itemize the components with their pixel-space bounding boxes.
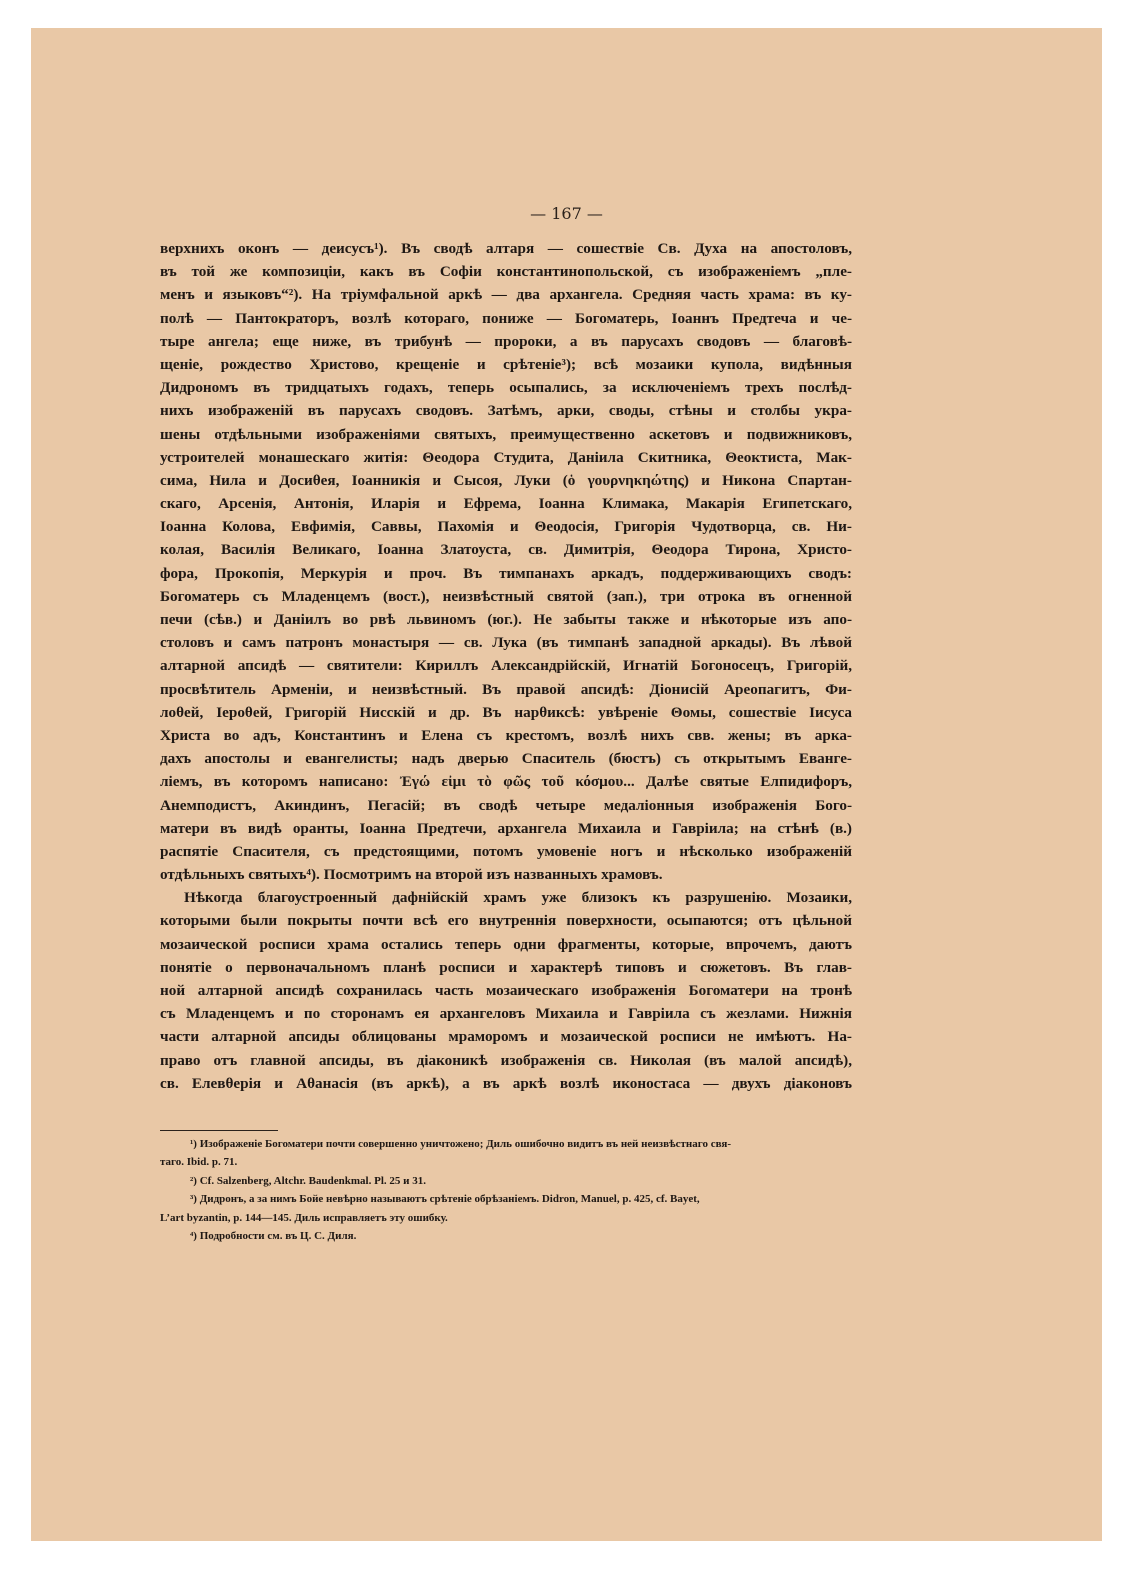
text-line: право отъ главной апсиды, въ діаконикѣ изображенія св. Николая (въ малой апсидѣ), xyxy=(160,1051,852,1069)
text-line: Іоанна Колова, Евфимія, Саввы, Пахомія и Θеодосія, Григорія Чудотворца, св. Ни- xyxy=(160,518,852,536)
text-line: отдѣльныхъ святыхъ⁴). Посмотримъ на второй изъ названныхъ храмовъ. xyxy=(160,866,663,884)
text-line: Христа во адъ, Константинъ и Елена съ крестомъ, возлѣ нихъ свв. жены; въ арка- xyxy=(160,726,852,744)
text-line: полѣ — Пантократоръ, возлѣ котораго, пониже — Богоматерь, Іоаннъ Предтеча и че- xyxy=(160,309,852,327)
text-line: ліемъ, въ которомъ написано: Ἐγώ εἰμι τὸ φῶς τοῦ κόσμου... Далѣе святые Елпидифоръ, xyxy=(160,773,852,791)
text-line: устроителей монашескаго житія: Θеодора Студита, Даніила Скитника, Θеоктиста, Мак- xyxy=(160,448,852,466)
text-line: менъ и языковъ“²). На тріумфальной аркѣ — два архангела. Средняя часть храма: въ ку- xyxy=(160,286,852,304)
footnote-line: ¹) Изображеніе Богоматери почти совершенно уничтожено; Диль ошибочно видитъ въ ней неизвѣстнаго свя- xyxy=(190,1138,732,1150)
text-line: мозаической росписи храма остались теперь одни фрагменты, которые, впрочемъ, даютъ xyxy=(160,935,852,953)
text-line: лоθей, Іероθей, Григорій Нисскій и др. Въ нарθиксѣ: увѣреніе Θомы, сошествіе Іисуса xyxy=(160,703,852,721)
paragraph-1 xyxy=(160,237,852,886)
text-line: колая, Василія Великаго, Іоанна Златоуста, св. Димитрія, Θеодора Тирона, Христо- xyxy=(160,541,852,559)
footnote-line: таго. Ibid. p. 71. xyxy=(160,1156,238,1169)
body-text xyxy=(160,237,852,1095)
text-line: ной алтарной апсидѣ сохранилась часть мозаическаго изображенія Богоматери на тронѣ xyxy=(160,982,852,999)
text-line: матери въ видѣ оранты, Іоанна Предтечи, архангела Михаила и Гавріила; на стѣнѣ (в.) xyxy=(160,819,852,837)
scanned-page xyxy=(31,28,1102,1541)
text-line: дахъ апостолы и евангелисты; надъ дверью Спаситель (бюстъ) съ открытымъ Еванге- xyxy=(160,750,852,768)
footnote-divider xyxy=(160,1130,278,1131)
text-line: Дидрономъ въ тридцатыхъ годахъ, теперь осыпались, за исключеніемъ трехъ послѣд- xyxy=(160,379,852,397)
text-line: Анемподистъ, Акиндинъ, Пегасій; въ сводѣ четыре медаліонныя изображенія Бого- xyxy=(160,796,852,814)
text-line: сима, Нила и Досиθея, Іоанникія и Сысоя, Луки (ὁ γουρνηκηώτης) и Никона Спартан- xyxy=(160,471,852,489)
text-line: которыми были покрыты почти всѣ его внутреннія поверхности, осыпаются; отъ цѣльной xyxy=(160,912,852,930)
text-line: нихъ изображеній въ парусахъ сводовъ. Затѣмъ, арки, своды, стѣны и столбы укра- xyxy=(160,402,852,420)
footnote-line: ⁴) Подробности см. въ Ц. С. Диля. xyxy=(190,1230,357,1243)
text-line: тыре ангела; еще ниже, въ трибунѣ — пророки, а въ парусахъ сводовъ — благовѣ- xyxy=(160,332,852,350)
text-line: алтарной апсидѣ — святители: Кириллъ Александрійскій, Игнатій Богоносецъ, Григорій, xyxy=(160,657,852,675)
text-line: фора, Прокопія, Меркурія и проч. Въ тимпанахъ аркадъ, поддерживающихъ сводъ: xyxy=(160,564,852,582)
text-line: части алтарной апсиды облицованы мраморомъ и мозаической росписи не имѣютъ. На- xyxy=(160,1028,852,1046)
footnote-line: ²) Cf. Salzenberg, Altchr. Baudenkmal. Pl. 25 и 31. xyxy=(190,1174,426,1187)
footnotes xyxy=(160,1135,852,1245)
text-line: понятіе о первоначальномъ планѣ росписи и характерѣ типовъ и сюжетовъ. Въ глав- xyxy=(160,958,852,976)
text-line: печи (сѣв.) и Даніилъ во рвѣ львиномъ (юг.). Не забыты также и нѣкоторые изъ апо- xyxy=(160,611,852,628)
text-line: Нѣкогда благоустроенный дафнійскій храмъ уже близокъ къ разрушенію. Мозаики, xyxy=(184,889,852,907)
page-number: — 167 — xyxy=(530,204,603,223)
text-line: верхнихъ оконъ — деисусъ¹). Въ сводѣ алтаря — сошествіе Св. Духа на апостоловъ, xyxy=(160,240,852,257)
footnote-line: L’art byzantin, p. 144—145. Диль исправляетъ эту ошибку. xyxy=(160,1211,448,1224)
text-line: Богоматерь съ Младенцемъ (вост.), неизвѣстный святой (зап.), три отрока въ огненной xyxy=(160,587,852,605)
text-line: въ той же композиціи, какъ въ Софіи константинопольской, съ изображеніемъ „пле- xyxy=(160,263,852,281)
text-line: просвѣтитель Арменіи, и неизвѣстный. Въ правой апсидѣ: Діонисій Ареопагитъ, Фи- xyxy=(160,680,852,698)
text-line: распятіе Спасителя, съ предстоящими, потомъ умовеніе ногъ и нѣсколько изображеній xyxy=(160,842,852,860)
text-line: столовъ и самъ патронъ монастыря — св. Лука (въ тимпанѣ западной аркады). Въ лѣвой xyxy=(160,634,852,652)
text-line: скаго, Арсенія, Антонія, Иларія и Ефрема, Іоанна Климака, Макарія Египетскаго, xyxy=(160,495,852,513)
text-line: щеніе, рождество Христово, крещеніе и срѣтеніе³); всѣ мозаики купола, видѣнныя xyxy=(160,355,852,373)
paragraph-2 xyxy=(160,886,852,1095)
text-line: шены отдѣльными изображеніями святыхъ, преимущественно аскетовъ и подвижниковъ, xyxy=(160,425,852,443)
text-line: св. Елевθерія и Аθанасія (въ аркѣ), а въ аркѣ возлѣ иконостаса — двухъ діаконовъ xyxy=(160,1074,852,1092)
text-line: съ Младенцемъ и по сторонамъ ея архангеловъ Михаила и Гавріила съ жезлами. Нижнія xyxy=(160,1005,852,1023)
footnote-line: ³) Дидронъ, а за нимъ Бойе невѣрно называютъ срѣтеніе обрѣзаніемъ. Didron, Manuel, p. 425, cf. Bayet, xyxy=(190,1193,700,1206)
